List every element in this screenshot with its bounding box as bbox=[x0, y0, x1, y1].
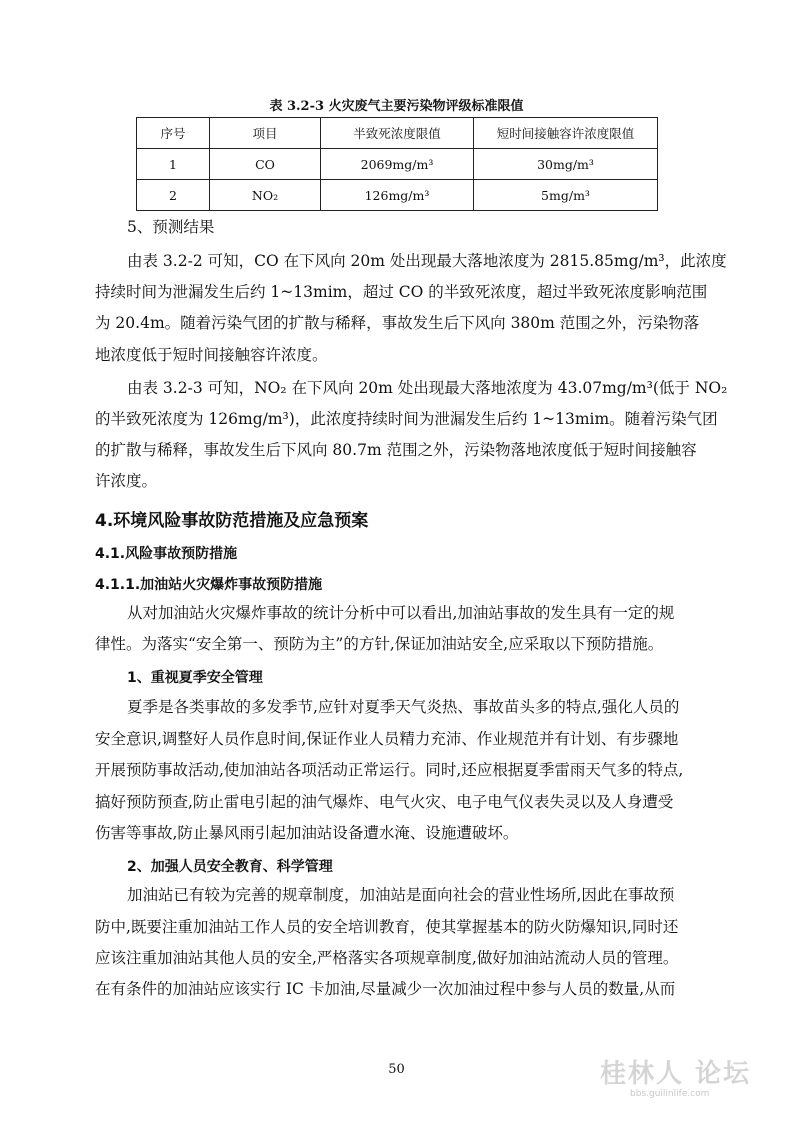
table-cell: 2069mg/m³ bbox=[321, 149, 474, 180]
heading-4-1-1: 4.1.1.加油站火灾爆炸事故预防措施 bbox=[95, 577, 323, 593]
paragraph-line: 的扩散与稀释，事故发生后下风向 80.7m 范围之外，污染物落地浓度低于短时间接触容 bbox=[95, 441, 697, 459]
paragraph-line: 从对加油站火灾爆炸事故的统计分析中可以看出,加油站事故的发生具有一定的规 bbox=[127, 604, 675, 622]
paragraph-line: 加油站已有较为完善的规章制度，加油站是面向社会的营业性场所,因此在事故预 bbox=[127, 886, 675, 904]
paragraph-line: 持续时间为泄漏发生后约 1~13mim，超过 CO 的半致死浓度，超过半致死浓度影响范围 bbox=[95, 283, 708, 301]
paragraph-line: 许浓度。 bbox=[95, 472, 158, 490]
paragraph-line: 开展预防事故活动,使加油站各项活动正常运行。同时,还应根据夏季雷雨天气多的特点, bbox=[95, 761, 684, 779]
paragraph-line: 为 20.4m。随着污染气团的扩散与稀释，事故发生后下风向 380m 范围之外，污染物落 bbox=[95, 314, 700, 332]
pollutant-standard-table bbox=[136, 117, 658, 211]
page-number: 50 bbox=[388, 1062, 405, 1077]
paragraph-line: 安全意识,调整好人员作息时间,保证作业人员精力充沛、作业规范并有计划、有步骤地 bbox=[95, 730, 679, 748]
watermark-logo-text: 桂林人 论坛 bbox=[600, 1059, 752, 1089]
section-title-prediction: 5、预测结果 bbox=[127, 218, 215, 236]
table-header-cell: 序号 bbox=[137, 118, 210, 149]
watermark bbox=[600, 1053, 750, 1103]
paragraph-line: 夏季是各类事故的多发季节,应针对夏季天气炎热、事故苗头多的特点,强化人员的 bbox=[127, 698, 680, 716]
table-cell: 1 bbox=[137, 149, 210, 180]
table-caption: 表 3.2-3 火灾废气主要污染物评级标准限值 bbox=[269, 99, 524, 114]
paragraph-line: 防中,既要注重加油站工作人员的安全培训教育，使其掌握基本的防火防爆知识,同时还 bbox=[95, 918, 679, 936]
subheading-staff-education: 2、加强人员安全教育、科学管理 bbox=[127, 859, 333, 875]
heading-4: 4.环境风险事故防范措施及应急预案 bbox=[95, 511, 369, 531]
table-header-cell: 短时间接触容许浓度限值 bbox=[474, 118, 658, 149]
paragraph-line: 在有条件的加油站应该实行 IC 卡加油,尽量减少一次加油过程中参与人员的数量,从而 bbox=[95, 980, 676, 998]
heading-4-1: 4.1.风险事故预防措施 bbox=[95, 546, 238, 562]
paragraph-line: 的半致死浓度为 126mg/m³)，此浓度持续时间为泄漏发生后约 1~13mim。随着污染气团 bbox=[95, 410, 718, 428]
paragraph-line: 由表 3.2-2 可知，CO 在下风向 20m 处出现最大落地浓度为 2815.85mg/m³，此浓度 bbox=[127, 252, 727, 270]
table-cell: 5mg/m³ bbox=[474, 180, 658, 211]
paragraph-line: 律性。为落实“安全第一、预防为主”的方针,保证加油站安全,应采取以下预防措施。 bbox=[95, 635, 664, 653]
table-header-cell: 半致死浓度限值 bbox=[321, 118, 474, 149]
paragraph-line: 由表 3.2-3 可知，NO₂ 在下风向 20m 处出现最大落地浓度为 43.07mg/m³(低于 NO₂ bbox=[127, 379, 728, 397]
table-header-row bbox=[137, 118, 658, 149]
table-row bbox=[137, 149, 658, 180]
table-cell: CO bbox=[210, 149, 321, 180]
paragraph-line: 地浓度低于短时间接触容许浓度。 bbox=[95, 346, 328, 364]
table-row bbox=[137, 180, 658, 211]
table-cell: 30mg/m³ bbox=[474, 149, 658, 180]
subheading-summer-safety: 1、重视夏季安全管理 bbox=[127, 670, 263, 686]
paragraph-line: 伤害等事故,防止暴风雨引起加油站设备遭水淹、设施遭破坏。 bbox=[95, 824, 519, 842]
watermark-url: bbs.guilinlife.com bbox=[630, 1089, 710, 1099]
table-cell: NO₂ bbox=[210, 180, 321, 211]
table-cell: 2 bbox=[137, 180, 210, 211]
table-header-cell: 项目 bbox=[210, 118, 321, 149]
paragraph-line: 搞好预防预查,防止雷电引起的油气爆炸、电气火灾、电子电气仪表失灵以及人身遭受 bbox=[95, 793, 674, 811]
paragraph-line: 应该注重加油站其他人员的安全,严格落实各项规章制度,做好加油站流动人员的管理。 bbox=[95, 949, 679, 967]
table-cell: 126mg/m³ bbox=[321, 180, 474, 211]
